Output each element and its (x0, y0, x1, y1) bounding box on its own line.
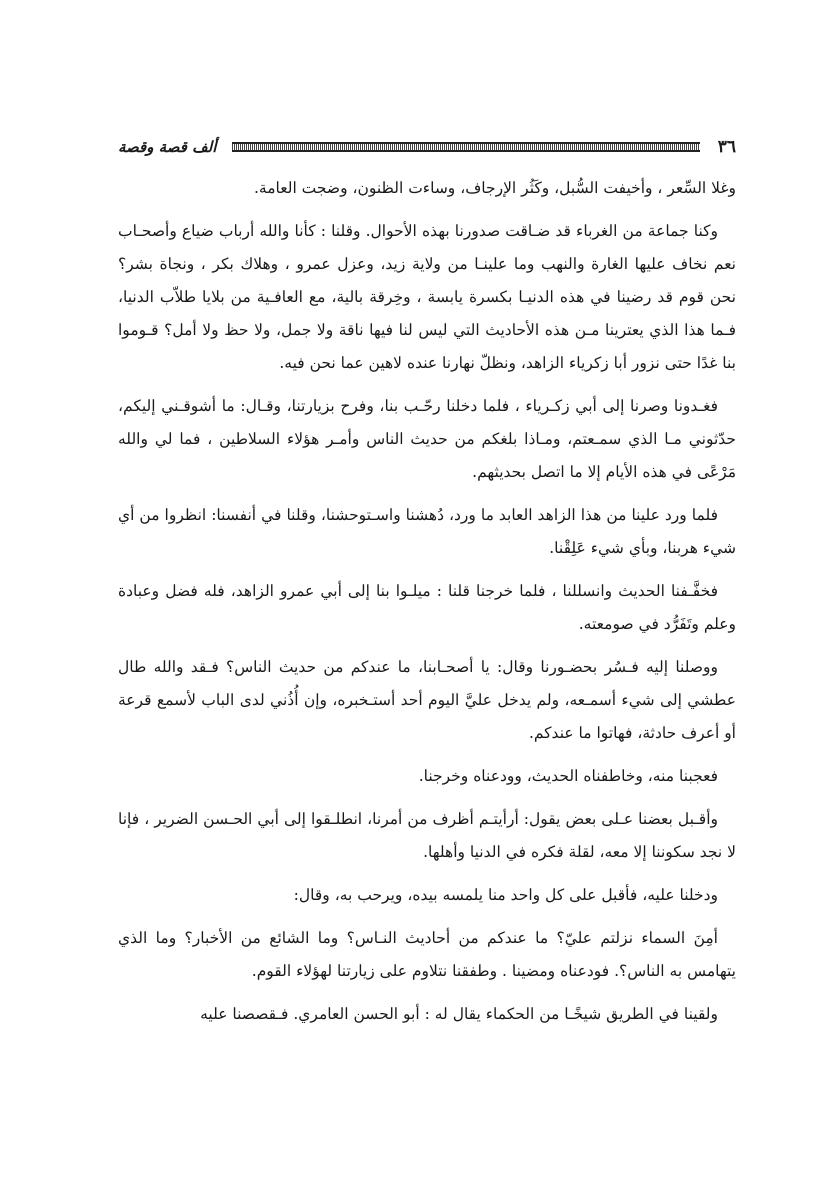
page-number: ٣٦ (717, 137, 736, 157)
body-text (118, 172, 736, 1041)
book-title: ألف قصة وقصة (118, 138, 217, 156)
paragraph: فعجبنا منه، وخاطفناه الحديث، وودعناه وخرجنا. (418, 767, 718, 785)
header-rule (232, 142, 699, 152)
paragraph: وأقـبل بعضنا عـلى بعض يقول: أرأيتـم أظرف من أمرنا، انطلـقوا إلى أبي الحـسن الضرير ، فإنا لا نجد سكوننا إلا معه، لقلة فكره في الدنيا وأهلها. (118, 810, 736, 861)
paragraph: فغـدونا وصرنا إلى أبي زكـرياء ، فلما دخلنا رحّـب بنا، وفرح بزيارتنا، وقـال: ما أشوقـني إليكم، حدّثوني مـا الذي سمـعتم، ومـاذا بلغكم من حديث الناس وأمـر هؤلاء السلاطين ، فما لي والله مَرْعًى في هذه الأيام إلا ما اتصل بحديثهم. (118, 397, 736, 481)
paragraph: ولقينا في الطريق شيخًـا من الحكماء يقال له : أبو الحسن العامري. فـقصصنا عليه (200, 1005, 718, 1023)
paragraph: فلما ورد علينا من هذا الزاهد العابد ما ورد، دُهشنا واسـتوحشنا، وقلنا في أنفسنا: انظروا من أي شيء هربنا، وبأي شيء عَلِقْنا. (118, 506, 736, 557)
page-header (118, 136, 736, 158)
paragraph: ووصلنا إليه فـسُر بحضـورنا وقال: يا أصحـابنا، ما عندكم من حديث الناس؟ فـقد والله طال عطشي إلى شيء أسمـعه، ولم يدخل عليَّ اليوم أحد أستـخبره، وإن أُذُني لدى الباب لأسمع قرعة أو أعرف حادثة، فهاتوا ما عندكم. (118, 658, 736, 742)
paragraph: أمِنَ السماء نزلتم عليّ؟ ما عندكم من أحاديث النـاس؟ وما الشائع من الأخبار؟ وما الذي يتهامس به الناس؟. فودعناه ومضينا . وطفقنا نتلاوم على زيارتنا لهؤلاء القوم. (118, 929, 736, 980)
paragraph: ودخلنا عليه، فأقبل على كل واحد منا يلمسه بيده، ويرحب به، وقال: (293, 886, 718, 904)
paragraph: فخفَّـفنا الحديث وانسللنا ، فلما خرجنا قلنا : ميلـوا بنا إلى أبي عمرو الزاهد، فله فضل وعبادة وعلم وتَفَرُّد في صومعته. (118, 582, 736, 633)
paragraph: وغلا السِّعر ، وأخيفت السُّبل، وكَثُر الإرجاف، وساءت الظنون، وضجت العامة. (253, 179, 736, 197)
paragraph: وكنا جماعة من الغرباء قد ضـاقت صدورنا بهذه الأحوال. وقلنا : كأنا والله أرباب ضياع وأصحـاب نعم نخاف عليها الغارة والنهب وما علينـا من ولاية زيد، وعزل عمرو ، وهلاك بكر ، ونجاة بشر؟ نحن قوم قد رضينا في هذه الدنيـا بكسرة يابسة ، وخِرقة بالية، مع العافـية من بلايا طلاّب الدنيا، فـما هذا الذي يعترينا مـن هذه الأحاديث التي ليس لنا فيها ناقة ولا جمل، ولا حظ ولا أمل؟ قـوموا بنا غدًا حتى نزور أبا زكرياء الزاهد، ونظلّ نهارنا عنده لاهين عما نحن فيه. (118, 222, 736, 372)
